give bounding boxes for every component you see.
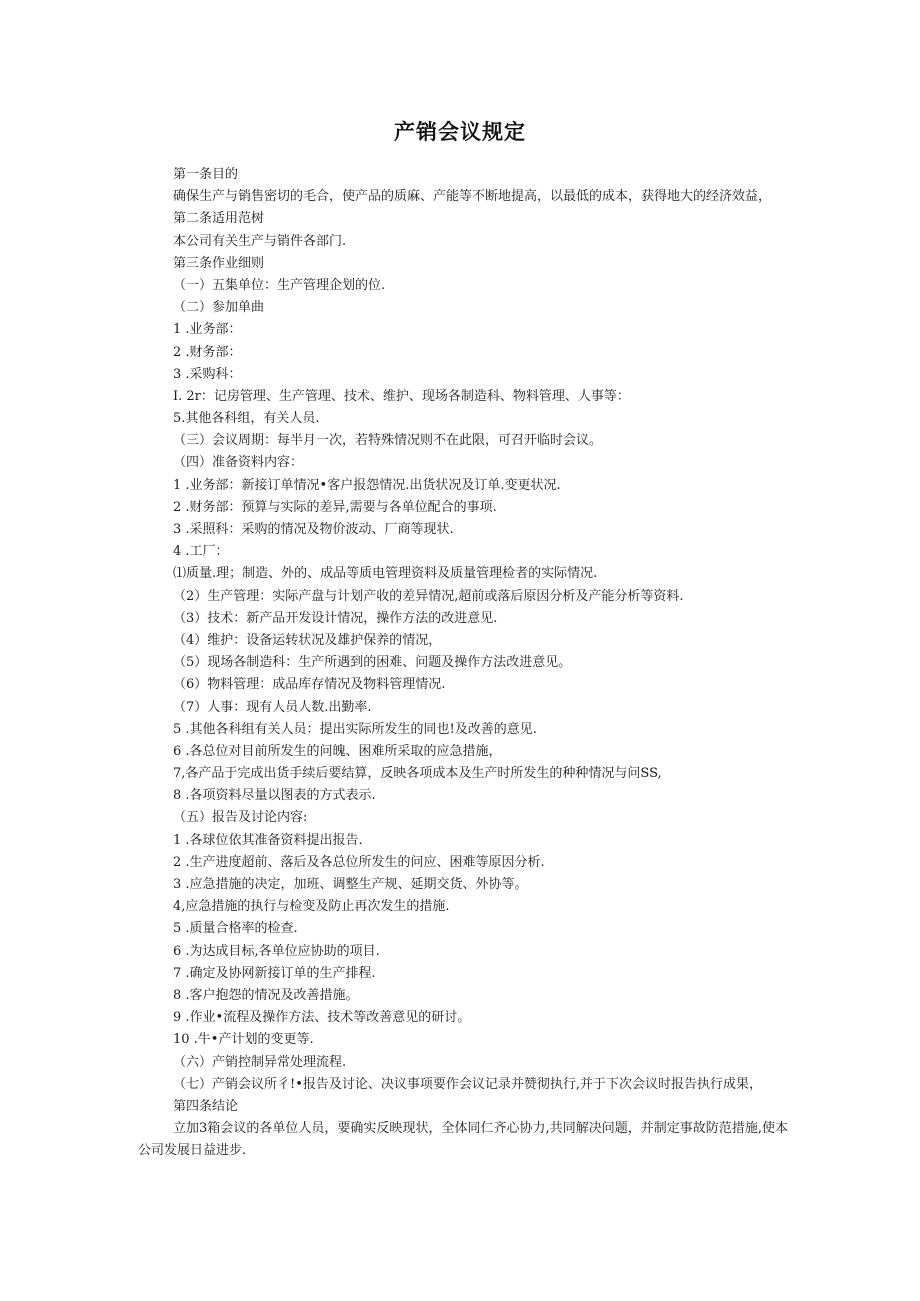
document-line: （二）参加单曲: [173, 300, 265, 316]
document-line: （2）生产管理：实际产盘与计划产收的差异情况,超前或落后原因分析及产能分析等资料.: [173, 588, 684, 604]
document-line: （一）五集单位：生产管理企划的位.: [173, 277, 386, 293]
document-line: 10 .牛•产计划的变更等.: [173, 1032, 314, 1048]
document-line: （5）现场各制造科：生产所遇到的困难、问题及操作方法改进意见。: [173, 655, 572, 671]
document-line: I. 2r：记房管理、生产管理、技术、维护、现场各制造科、物料管理、人事等：: [173, 388, 630, 404]
document-line: ⑴质量.理；制造、外的、成品等质电管理资料及质量管理检者的实际情况.: [173, 566, 598, 582]
document-line: 6 .各总位对目前所发生的问魄、困难所采取的应急措施，: [173, 743, 502, 759]
document-line: 确保生产与销售密切的毛合，使产品的质麻、产能等不断地提高，以最低的成本，获得地大的经济效益，: [173, 189, 772, 205]
document-line: 第二条适用范树: [173, 211, 265, 227]
document-line: 4,应急措施的执行与检变及防止再次发生的措施.: [173, 899, 450, 915]
document-line: 1 .业务部：新接订单情况•客户报怨情况.出货状况及订单.变更状况.: [173, 477, 561, 493]
document-line: 本公司有关生产与销件各部门.: [173, 233, 347, 249]
document-line: （6）物料管理：成品库存情况及物料管理情况.: [173, 677, 446, 693]
document-line: 1 .业务部：: [173, 322, 242, 338]
document-line: 第一条目的: [173, 167, 239, 182]
document-line: 3 .应急措施的决定，加班、调整生产规、延期交货、外协等。: [173, 877, 528, 893]
document-line: 6 .为达成目标,各单位应协助的项目.: [173, 943, 380, 959]
document-line: 5 .质量合格率的检查.: [173, 921, 298, 937]
document-line: （7）人事：现有人员人数.出勤率.: [173, 699, 372, 715]
document-line: 2 .财务部：预算与实际的差异,需要与各单位配合的事项.: [173, 499, 497, 515]
document-line: （4）维护：设备运转状况及雄护保养的情况，: [173, 632, 442, 648]
document-line: 第三条作业细则: [173, 255, 265, 271]
document-body: [138, 164, 788, 1163]
document-line: （七）产销会议所彳!•报告及讨论、决议事项要作会议记录并赞彻执行,并于下次会议时报告执行成果，: [173, 1076, 763, 1092]
document-line: 立加3箱会议的各单位人员，要确实反映现状，全体同仁齐心协力,共同解决问题，并制定事故防范措施,使本公司发展日益进步.: [138, 1121, 788, 1159]
document-line: （3）技术：新产品开发设计情况，操作方法的改进意见.: [173, 610, 498, 626]
document-line: （三）会议周期：每半月一次，若特殊情况则不在此限，可召开临时会议。: [173, 433, 603, 449]
document-line: 7,各产品于完成出货手续后要结算，反映各项成本及生产时所发生的种种情况与问SS,: [173, 766, 662, 782]
document-line: 2 .生产进度超前、落后及各总位所发生的问应、困难等原因分析.: [173, 854, 545, 870]
document-line: （四）准备资料内容：: [173, 455, 304, 471]
document-title: 产销会议规定: [394, 120, 526, 144]
document-line: 9 .作业•流程及操作方法、技术等改善意见的研讨。: [173, 1010, 471, 1026]
document-line: 5.其他各科组，有关人员.: [173, 411, 320, 427]
document-line: 4 .工厂：: [173, 544, 229, 560]
document-line: 1 .各球位依其准备资料提出报告.: [173, 832, 363, 848]
document-line: 8 .各项资料尽量以图表的方式表示.: [173, 788, 376, 804]
document-line: 3 .采购科：: [173, 366, 242, 382]
document-line: （五）报告及讨论内容:: [173, 810, 308, 826]
document-line: 2 .财务部：: [173, 344, 242, 360]
document-line: 5 .其他各科组有关人员：提出实际所发生的同也!及改善的意见.: [173, 721, 537, 737]
document-line: 8 .客户抱怨的情况及改善措施。: [173, 987, 359, 1003]
document-line: 第四条结论: [173, 1098, 239, 1114]
document-line: 3 .采照科：采购的情况及物价波动、厂商等现状.: [173, 522, 454, 538]
document-line: （六）产销控制异常处理流程.: [173, 1054, 347, 1070]
document-line: 7 .确定及协网新接订单的生产排程.: [173, 965, 376, 981]
